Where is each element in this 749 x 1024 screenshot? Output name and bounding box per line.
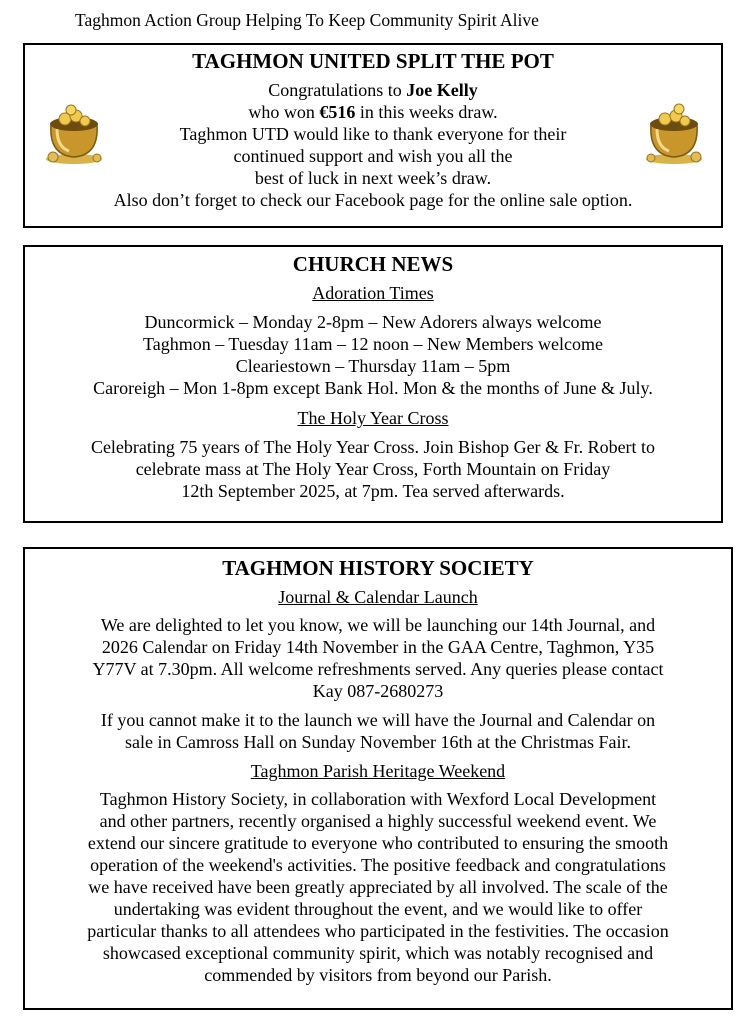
- launch-line: Y77V at 7.30pm. All welcome refreshments served. Any queries please contact: [92, 659, 664, 679]
- prize-amount: €516: [319, 102, 356, 122]
- sale-line: If you cannot make it to the launch we will have the Journal and Calendar on: [100, 710, 656, 730]
- history-society-section: [23, 547, 733, 1010]
- support-line: continued support and wish you all the: [233, 146, 513, 166]
- launch-text: [25, 614, 731, 702]
- sale-text: [25, 709, 731, 753]
- heritage-line: commended by visitors from beyond our Parish.: [204, 965, 552, 985]
- adoration-times-heading: Adoration Times: [312, 283, 434, 303]
- heritage-line: undertaking was evident throughout the event, and we would like to offer: [113, 899, 643, 919]
- cross-line: 12th September 2025, at 7pm. Tea served afterwards.: [181, 481, 565, 501]
- won-suffix: in this weeks draw.: [355, 102, 498, 122]
- heritage-line: extend our sincere gratitude to everyone who contributed to ensuring the smooth: [87, 833, 669, 853]
- heritage-line: we have received have been greatly appreciated by all involved. The scale of the: [88, 877, 668, 897]
- cross-line: Celebrating 75 years of The Holy Year Cross. Join Bishop Ger & Fr. Robert to: [90, 437, 656, 457]
- church-news-section: [23, 245, 723, 523]
- newsletter-tagline: Taghmon Action Group Helping To Keep Community Spirit Alive: [75, 10, 539, 30]
- adoration-line: Taghmon – Tuesday 11am – 12 noon – New Members welcome: [142, 334, 603, 354]
- cross-line: celebrate mass at The Holy Year Cross, Forth Mountain on Friday: [135, 459, 611, 479]
- congrats-prefix: Congratulations to: [268, 80, 407, 100]
- facebook-line: Also don’t forget to check our Facebook page for the online sale option.: [113, 190, 633, 210]
- launch-line: 2026 Calendar on Friday 14th November in the GAA Centre, Taghmon, Y35: [101, 637, 655, 657]
- launch-line: We are delighted to let you know, we will be launching our 14th Journal, and: [100, 615, 656, 635]
- heritage-line: operation of the weekend's activities. The positive feedback and congratulations: [90, 855, 666, 875]
- congratulations-line: [25, 79, 721, 101]
- winner-name: Joe Kelly: [406, 80, 478, 100]
- split-the-pot-section: [23, 43, 723, 228]
- heritage-text: [25, 788, 731, 986]
- adoration-line: Cleariestown – Thursday 11am – 5pm: [235, 356, 511, 376]
- heritage-line: particular thanks to all attendees who participated in the festivities. The occasion: [87, 921, 669, 941]
- heritage-line: showcased exceptional community spirit, which was notably recognised and: [102, 943, 654, 963]
- adoration-list: [25, 311, 721, 399]
- adoration-line: Caroreigh – Mon 1-8pm except Bank Hol. Mon & the months of June & July.: [93, 378, 653, 398]
- holy-year-cross-heading: The Holy Year Cross: [297, 408, 449, 428]
- heritage-weekend-heading: Taghmon Parish Heritage Weekend: [250, 761, 506, 781]
- split-pot-title: TAGHMON UNITED SPLIT THE POT: [192, 49, 554, 73]
- thanks-line: Taghmon UTD would like to thank everyone for their: [179, 124, 567, 144]
- won-prefix: who won: [248, 102, 320, 122]
- sale-line: sale in Camross Hall on Sunday November 16th at the Christmas Fair.: [125, 732, 631, 752]
- luck-line: best of luck in next week’s draw.: [254, 168, 492, 188]
- church-news-title: CHURCH NEWS: [292, 252, 454, 276]
- heritage-line: Taghmon History Society, in collaboration with Wexford Local Development: [99, 789, 657, 809]
- launch-line: Kay 087-2680273: [312, 681, 444, 701]
- journal-launch-heading: Journal & Calendar Launch: [278, 587, 478, 607]
- heritage-line: and other partners, recently organised a highly successful weekend event. We: [99, 811, 657, 831]
- history-society-title: TAGHMON HISTORY SOCIETY: [222, 556, 534, 580]
- adoration-line: Duncormick – Monday 2-8pm – New Adorers always welcome: [144, 312, 602, 332]
- holy-year-cross-text: [25, 436, 721, 502]
- won-line: [25, 101, 721, 123]
